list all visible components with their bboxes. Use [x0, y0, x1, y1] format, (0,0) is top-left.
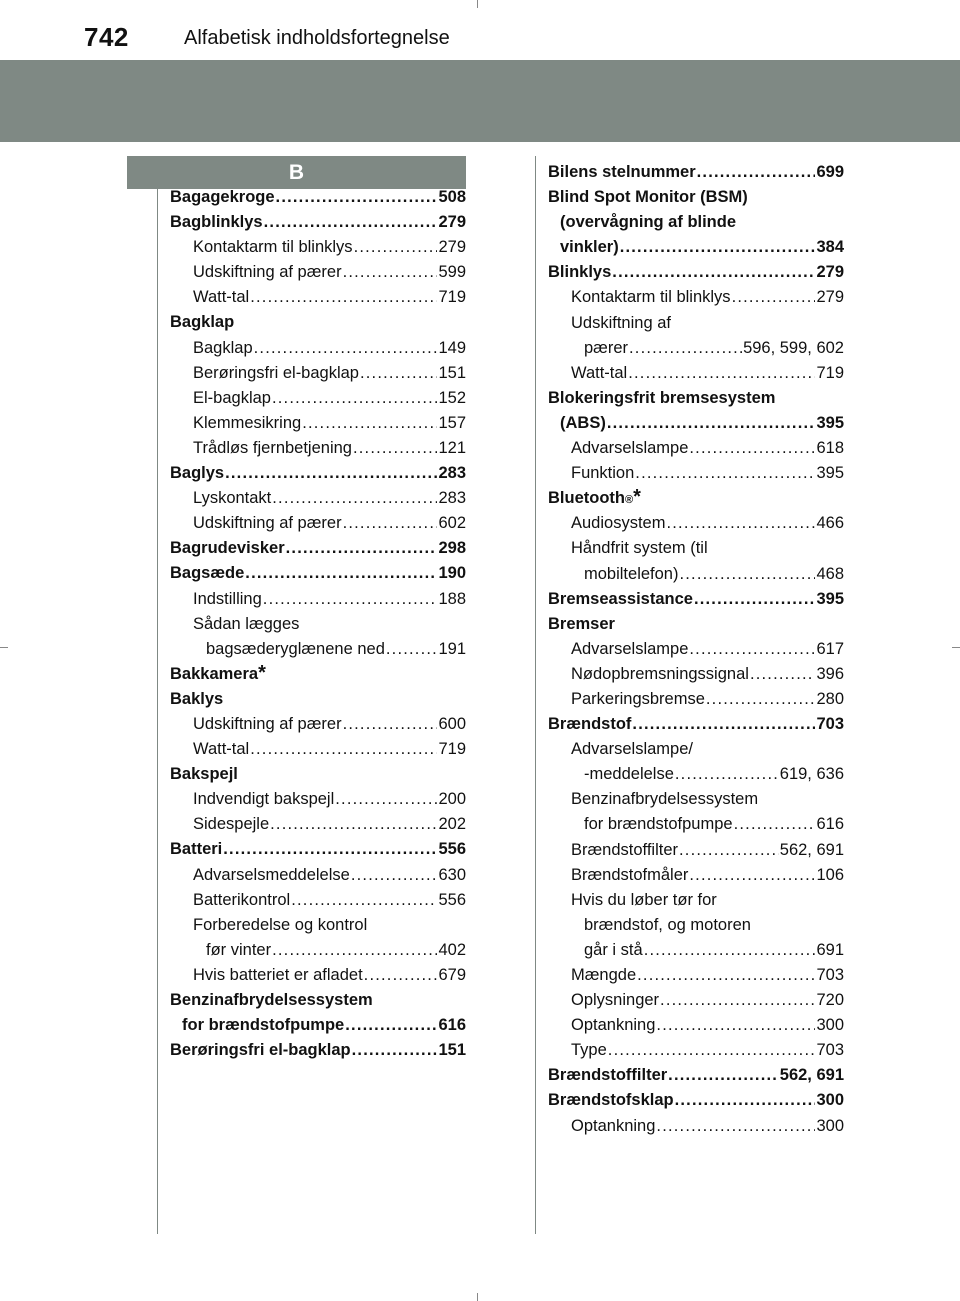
index-entry-term: for brændstofpumpe — [182, 1016, 345, 1035]
index-entry-term: Oplysninger — [571, 991, 660, 1010]
index-entry — [548, 1063, 844, 1088]
dot-leader — [245, 561, 437, 586]
index-entry-term: Parkeringsbremse — [571, 689, 705, 708]
index-entry — [548, 235, 844, 260]
index-entry-page: 152 — [438, 388, 466, 407]
dot-leader — [345, 1013, 437, 1038]
index-entry — [548, 938, 844, 963]
index-entry-page: 191 — [438, 639, 466, 658]
index-entry-page: 619, 636 — [779, 765, 844, 784]
index-entry — [548, 160, 844, 185]
dot-leader — [734, 812, 816, 837]
index-entry-term: Batterikontrol — [193, 890, 291, 909]
index-entry-term: Baglys — [170, 464, 225, 483]
index-entry-term: Optankning — [571, 1016, 656, 1035]
index-entry-page: 679 — [438, 965, 466, 984]
dot-leader — [689, 863, 815, 888]
index-entry-term: Nødopbremsningssignal — [571, 664, 749, 683]
dot-leader — [697, 160, 816, 185]
index-entry — [548, 913, 844, 938]
index-entry — [548, 285, 844, 310]
dot-leader — [264, 210, 438, 235]
index-entry-term: Brændstofmåler — [571, 865, 689, 884]
page-number: 742 — [84, 22, 129, 52]
index-entry-page: 395 — [816, 413, 844, 432]
index-entry-page: 618 — [816, 439, 844, 458]
index-entry-term: Blinklys — [548, 263, 612, 282]
index-entry — [170, 411, 466, 436]
dot-leader — [656, 1114, 815, 1139]
dot-leader — [689, 637, 815, 662]
index-entry-term: Hvis batteriet er afladet — [193, 965, 363, 984]
dot-leader — [335, 787, 437, 812]
index-entry-term: Audiosystem — [571, 514, 666, 533]
index-entry-term: Brændstoffilter — [548, 1066, 668, 1085]
index-entry-term: vinkler) — [560, 238, 619, 257]
index-entry — [170, 436, 466, 461]
index-entry-term: Håndfrit system (til — [571, 539, 708, 558]
index-entry-term: Type — [571, 1041, 607, 1060]
index-entry-term: før vinter — [206, 940, 272, 959]
crop-mark — [477, 1293, 478, 1301]
index-entry — [170, 787, 466, 812]
dot-leader — [629, 336, 742, 361]
dot-leader — [637, 963, 815, 988]
index-entry — [548, 1013, 844, 1038]
index-entry — [548, 812, 844, 837]
index-entry-term: Optankning — [571, 1116, 656, 1135]
index-entry-term: Batteri — [170, 840, 223, 859]
dot-leader — [635, 461, 815, 486]
index-entry — [170, 210, 466, 235]
index-entry-term: Bakkamera — [170, 664, 259, 683]
index-entry-term: brændstof, og motoren — [584, 915, 751, 934]
index-entry — [548, 612, 844, 637]
index-entry-term: Kontaktarm til blinklys — [193, 238, 353, 257]
dot-leader — [263, 587, 438, 612]
index-entry-page: 562, 691 — [779, 840, 844, 859]
dot-leader — [223, 837, 437, 862]
index-entry-page: 599 — [438, 263, 466, 282]
dot-leader — [668, 1063, 779, 1088]
crop-mark — [477, 0, 478, 8]
dot-leader — [660, 988, 815, 1013]
dot-leader — [276, 185, 438, 210]
index-entry — [170, 888, 466, 913]
dot-leader — [272, 486, 437, 511]
index-entry — [548, 1114, 844, 1139]
index-entry-term: Berøringsfri el-bagklap — [170, 1041, 351, 1060]
index-entry — [548, 587, 844, 612]
index-entry — [548, 787, 844, 812]
dot-leader — [272, 386, 438, 411]
dot-leader — [291, 888, 437, 913]
index-entry-term: (ABS) — [560, 413, 606, 432]
index-entry — [548, 637, 844, 662]
index-entry-page: 300 — [816, 1116, 844, 1135]
index-entry-page: 719 — [438, 740, 466, 759]
index-entry-page: 395 — [816, 589, 844, 608]
left-column-rule — [157, 189, 158, 1234]
index-entry-page: 703 — [816, 1041, 844, 1060]
index-entry-term: mobiltelefon) — [584, 564, 679, 583]
page-header — [0, 0, 960, 58]
index-entry-term: Bremser — [548, 614, 615, 633]
dot-leader — [689, 436, 815, 461]
index-entry — [548, 210, 844, 235]
index-entry-page: 719 — [816, 363, 844, 382]
index-entry-term: Udskiftning af pærer — [193, 514, 342, 533]
right-index-column — [548, 160, 844, 1139]
index-entry-term: Udskiftning af — [571, 313, 671, 332]
index-entry — [170, 361, 466, 386]
dot-leader — [360, 361, 437, 386]
index-entry — [170, 762, 466, 787]
index-entry-term: Bakspejl — [170, 765, 238, 784]
dot-leader — [675, 1088, 816, 1113]
index-entry — [170, 863, 466, 888]
index-entry — [548, 562, 844, 587]
index-entry-term: Bluetooth — [548, 489, 625, 508]
index-entry-term: -meddelelse — [584, 765, 674, 784]
index-entry-page: 300 — [816, 1091, 844, 1110]
dot-leader — [632, 712, 815, 737]
index-entry — [548, 963, 844, 988]
index-entry-term: Trådløs fjernbetjening — [193, 438, 352, 457]
index-entry-term: Benzinafbrydelsessystem — [571, 790, 759, 809]
index-entry-page: 279 — [438, 213, 466, 232]
dot-leader — [620, 235, 816, 260]
index-entry-page: 719 — [438, 288, 466, 307]
dot-leader — [608, 1038, 816, 1063]
index-entry-term: Benzinafbrydelsessystem — [170, 991, 373, 1009]
dot-leader — [354, 235, 438, 260]
column-divider — [535, 156, 536, 1234]
index-entry-term: Baklys — [170, 689, 224, 708]
index-entry-term: Advarselslampe/ — [571, 740, 693, 759]
index-entry-term: Bilens stelnummer — [548, 163, 696, 181]
index-entry — [548, 712, 844, 737]
index-entry-page: 691 — [816, 940, 844, 959]
index-entry-page: 300 — [816, 1016, 844, 1035]
index-entry — [548, 662, 844, 687]
dot-leader — [286, 536, 438, 561]
index-entry — [548, 386, 844, 411]
index-entry — [170, 737, 466, 762]
index-entry-page: 151 — [438, 1041, 466, 1060]
index-entry-term: Sådan lægges — [193, 614, 300, 633]
index-entry-term: Indvendigt bakspejl — [193, 790, 335, 809]
dot-leader — [675, 762, 779, 787]
index-entry — [170, 310, 466, 335]
index-entry-page: 188 — [438, 589, 466, 608]
index-entry-page: 703 — [816, 966, 844, 984]
dot-leader — [644, 938, 816, 963]
index-entry — [548, 311, 844, 336]
index-entry-page: 466 — [816, 514, 844, 533]
crop-mark — [0, 647, 8, 648]
index-entry — [548, 461, 844, 486]
index-entry-page: 699 — [816, 163, 844, 181]
dot-leader — [607, 411, 816, 436]
dot-leader — [353, 436, 438, 461]
dot-leader — [732, 285, 816, 310]
dot-leader — [386, 637, 438, 662]
index-entry-term: Lyskontakt — [193, 489, 272, 508]
index-entry-page: 190 — [438, 564, 466, 583]
dot-leader — [656, 1013, 815, 1038]
index-entry — [170, 185, 466, 210]
index-entry — [170, 285, 466, 310]
dot-leader — [352, 1038, 438, 1063]
index-entry-term: Advarselsmeddelelse — [193, 865, 350, 884]
index-entry — [170, 536, 466, 561]
index-entry-term: Kontaktarm til blinklys — [571, 288, 731, 307]
index-entry — [548, 411, 844, 436]
index-entry — [548, 737, 844, 762]
index-entry: Bluetooth ® * — [548, 486, 844, 511]
index-entry — [548, 361, 844, 386]
index-entry — [548, 863, 844, 888]
index-entry — [170, 963, 466, 988]
index-entry-page: 396 — [816, 664, 844, 683]
dot-leader — [694, 587, 816, 612]
index-entry-page: 384 — [816, 238, 844, 257]
index-entry-page: 616 — [438, 1016, 466, 1035]
index-entry-term: Brændstof — [548, 715, 632, 734]
index-entry-term: (overvågning af blinde — [560, 213, 737, 232]
index-entry: Bakkamera * — [170, 662, 466, 687]
index-entry — [548, 1088, 844, 1113]
index-entry-page: 562, 691 — [779, 1066, 844, 1085]
index-entry — [170, 612, 466, 637]
index-entry-page: 395 — [816, 464, 844, 483]
index-entry-term: Advarselslampe — [571, 439, 689, 458]
dot-leader — [666, 511, 815, 536]
index-entry-term: Bagklap — [170, 313, 235, 332]
index-entry — [170, 712, 466, 737]
index-entry-page: 202 — [438, 815, 466, 834]
index-entry-page: 279 — [816, 263, 844, 282]
index-entry — [548, 511, 844, 536]
index-entry — [170, 235, 466, 260]
index-entry — [170, 1038, 466, 1063]
index-entry — [170, 637, 466, 662]
index-entry-term: Indstilling — [193, 589, 262, 608]
index-entry — [170, 938, 466, 963]
index-entry-term: Brændstofsklap — [548, 1091, 674, 1110]
index-entry-term: Blind Spot Monitor (BSM) — [548, 188, 748, 207]
index-entry-page: 283 — [438, 489, 466, 508]
index-entry — [548, 762, 844, 787]
dot-leader — [225, 461, 437, 486]
index-entry-term: Mængde — [571, 966, 637, 984]
index-entry-page: 157 — [438, 413, 466, 432]
index-entry-term: Bagsæde — [170, 564, 245, 583]
index-entry-term: Blokeringsfrit bremsesystem — [548, 388, 776, 407]
dot-leader — [343, 511, 438, 536]
index-entry-page: 596, 599, 602 — [743, 338, 844, 357]
dot-leader — [628, 361, 815, 386]
index-entry-term: Bagklap — [193, 338, 253, 357]
header-band — [0, 60, 960, 142]
index-entry-term: Bagrudevisker — [170, 539, 285, 558]
index-entry-page: 703 — [816, 715, 844, 734]
index-entry — [170, 561, 466, 586]
dot-leader — [270, 812, 437, 837]
index-entry-page: 279 — [438, 238, 466, 257]
index-entry-page: 279 — [816, 288, 844, 307]
index-entry — [170, 913, 466, 938]
index-entry-page: 602 — [438, 514, 466, 533]
index-entry-term: Bagagekroge — [170, 188, 275, 206]
index-entry-page: 556 — [438, 840, 466, 859]
index-entry — [170, 988, 466, 1013]
dot-leader — [706, 687, 816, 712]
index-entry — [170, 336, 466, 361]
index-entry-page: 720 — [816, 991, 844, 1010]
index-entry — [548, 185, 844, 210]
index-entry-term: Udskiftning af pærer — [193, 714, 342, 733]
index-entry-page: 149 — [438, 338, 466, 357]
index-entry — [548, 687, 844, 712]
index-entry-page: 468 — [816, 564, 844, 583]
index-entry — [170, 260, 466, 285]
index-entry — [548, 838, 844, 863]
dot-leader — [351, 863, 438, 888]
index-entry-page: 106 — [816, 865, 844, 884]
index-entry-term: Brændstoffilter — [571, 840, 678, 859]
index-entry-term: Klemmesikring — [193, 413, 302, 432]
index-entry-term: Sidespejle — [193, 815, 270, 834]
index-entry — [170, 812, 466, 837]
index-entry-term: går i stå — [584, 940, 643, 959]
index-entry-term: Hvis du løber tør for — [571, 890, 717, 909]
dot-leader — [343, 712, 438, 737]
dot-leader — [250, 285, 437, 310]
index-entry-term: Watt-tal — [571, 363, 628, 382]
dot-leader — [679, 562, 815, 587]
dot-leader — [343, 260, 438, 285]
index-entry-page: 280 — [816, 689, 844, 708]
index-entry-page: 630 — [438, 865, 466, 884]
index-entry-page: 402 — [438, 940, 466, 959]
dot-leader — [364, 963, 438, 988]
index-entry-term: pærer — [584, 338, 629, 357]
index-entry-term: Advarselslampe — [571, 639, 689, 658]
dot-leader — [302, 411, 437, 436]
index-entry-term: Udskiftning af pærer — [193, 263, 342, 282]
index-entry-term: Funktion — [571, 464, 635, 483]
index-entry-page: 600 — [438, 714, 466, 733]
index-entry-page: 298 — [438, 539, 466, 558]
index-entry-term: El-bagklap — [193, 388, 271, 407]
index-entry-page: 121 — [438, 438, 466, 457]
left-index-column — [170, 185, 466, 1063]
index-entry — [170, 837, 466, 862]
index-entry — [548, 888, 844, 913]
index-entry — [170, 461, 466, 486]
dot-leader — [750, 662, 816, 687]
index-entry-page: 283 — [438, 464, 466, 483]
index-entry — [170, 511, 466, 536]
index-letter-heading: B — [127, 156, 466, 189]
index-entry — [548, 336, 844, 361]
dot-leader — [272, 938, 437, 963]
crop-mark — [952, 647, 960, 648]
index-entry — [170, 386, 466, 411]
dot-leader — [250, 737, 437, 762]
index-entry-term: Bagblinklys — [170, 213, 263, 232]
index-entry-term: Forberedelse og kontrol — [193, 915, 368, 934]
index-entry-term: Watt-tal — [193, 288, 250, 307]
index-entry — [548, 1038, 844, 1063]
index-entry — [548, 988, 844, 1013]
index-entry-page: 617 — [816, 639, 844, 658]
index-entry — [170, 587, 466, 612]
index-entry-term: Bremseassistance — [548, 589, 693, 608]
index-entry — [170, 486, 466, 511]
index-entry-page: 508 — [438, 188, 466, 206]
index-entry-term: for brændstofpumpe — [584, 815, 733, 834]
index-entry-page: 556 — [438, 890, 466, 909]
index-entry-term: Berøringsfri el-bagklap — [193, 363, 359, 382]
index-entry-page: 151 — [438, 363, 466, 382]
index-entry — [548, 436, 844, 461]
dot-leader — [612, 260, 815, 285]
index-entry — [548, 260, 844, 285]
index-entry-page: 616 — [816, 815, 844, 834]
section-title: Alfabetisk indholdsfortegnelse — [184, 27, 450, 49]
dot-leader — [254, 336, 438, 361]
index-entry-page: 200 — [438, 790, 466, 809]
index-entry-term: Watt-tal — [193, 740, 250, 759]
dot-leader — [679, 838, 779, 863]
index-entry-term: bagsæderyglænene ned — [206, 639, 385, 658]
index-entry — [170, 687, 466, 712]
index-entry — [548, 536, 844, 561]
index-entry — [170, 1013, 466, 1038]
